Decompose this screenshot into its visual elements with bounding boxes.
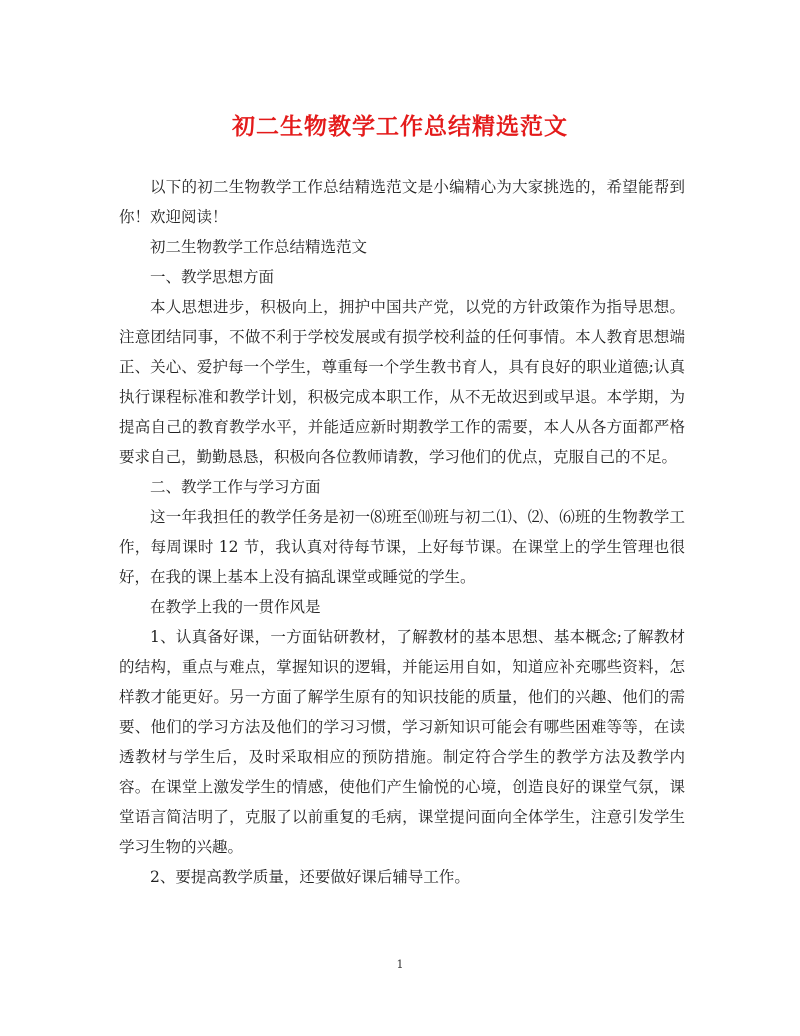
point-2-paragraph: 2、要提高教学质量，还要做好课后辅导工作。	[150, 868, 470, 886]
point-1-paragraph: 1、认真备好课，一方面钻研教材，了解教材的基本思想、基本概念;了解教材的结构，重点与难点，掌握知识的逻辑，并能运用自如，知道应补充哪些资料，怎样教才能更好。另一方面了解学生原有的知识技能的质量，他们的兴趣、他们的需要、他们的学习方法及他们的学习习惯，学习新知识可能会有哪些困难等等，在读透教材与学生后，及时采取相应的预防措施。制定符合学生的教学方法及教学内容。在课堂上激发学生的情感，使他们产生愉悦的心境，创造良好的课堂气氛，课堂语言简洁明了，克服了以前重复的毛病，课堂提问面向全体学生，注意引发学生学习生物的兴趣。	[119, 628, 685, 856]
intro-paragraph: 以下的初二生物教学工作总结精选范文是小编精心为大家挑选的，希望能帮到你！欢迎阅读！	[119, 178, 685, 226]
section-heading-1: 一、教学思想方面	[150, 268, 275, 286]
section-2-paragraph: 这一年我担任的教学任务是初一⑻班至⑽班与初二⑴、⑵、⑹班的生物教学工作，每周课时 12 节，我认真对待每节课，上好每节课。在课堂上的学生管理也很好，在我的课上基本上没有搞乱课堂或睡觉的学生。	[119, 508, 685, 586]
page-number: 1	[396, 958, 404, 971]
document-title: 初二生物教学工作总结精选范文	[232, 113, 568, 140]
subtitle-paragraph: 初二生物教学工作总结精选范文	[150, 238, 368, 256]
section-heading-2: 二、教学工作与学习方面	[150, 478, 321, 496]
section-1-paragraph: 本人思想进步，积极向上，拥护中国共产党，以党的方针政策作为指导思想。注意团结同事，不做不利于学校发展或有损学校利益的任何事情。本人教育思想端正、关心、爱护每一个学生，尊重每一个学生教书育人，具有良好的职业道德;认真执行课程标准和教学计划，积极完成本职工作，从不无故迟到或早退。本学期，为提高自己的教育教学水平，并能适应新时期教学工作的需要，本人从各方面都严格要求自己，勤勤恳恳，积极向各位教师请教，学习他们的优点，克服自己的不足。	[119, 298, 685, 466]
document-body	[119, 172, 685, 892]
teaching-style-lead: 在教学上我的一贯作风是	[150, 598, 321, 616]
